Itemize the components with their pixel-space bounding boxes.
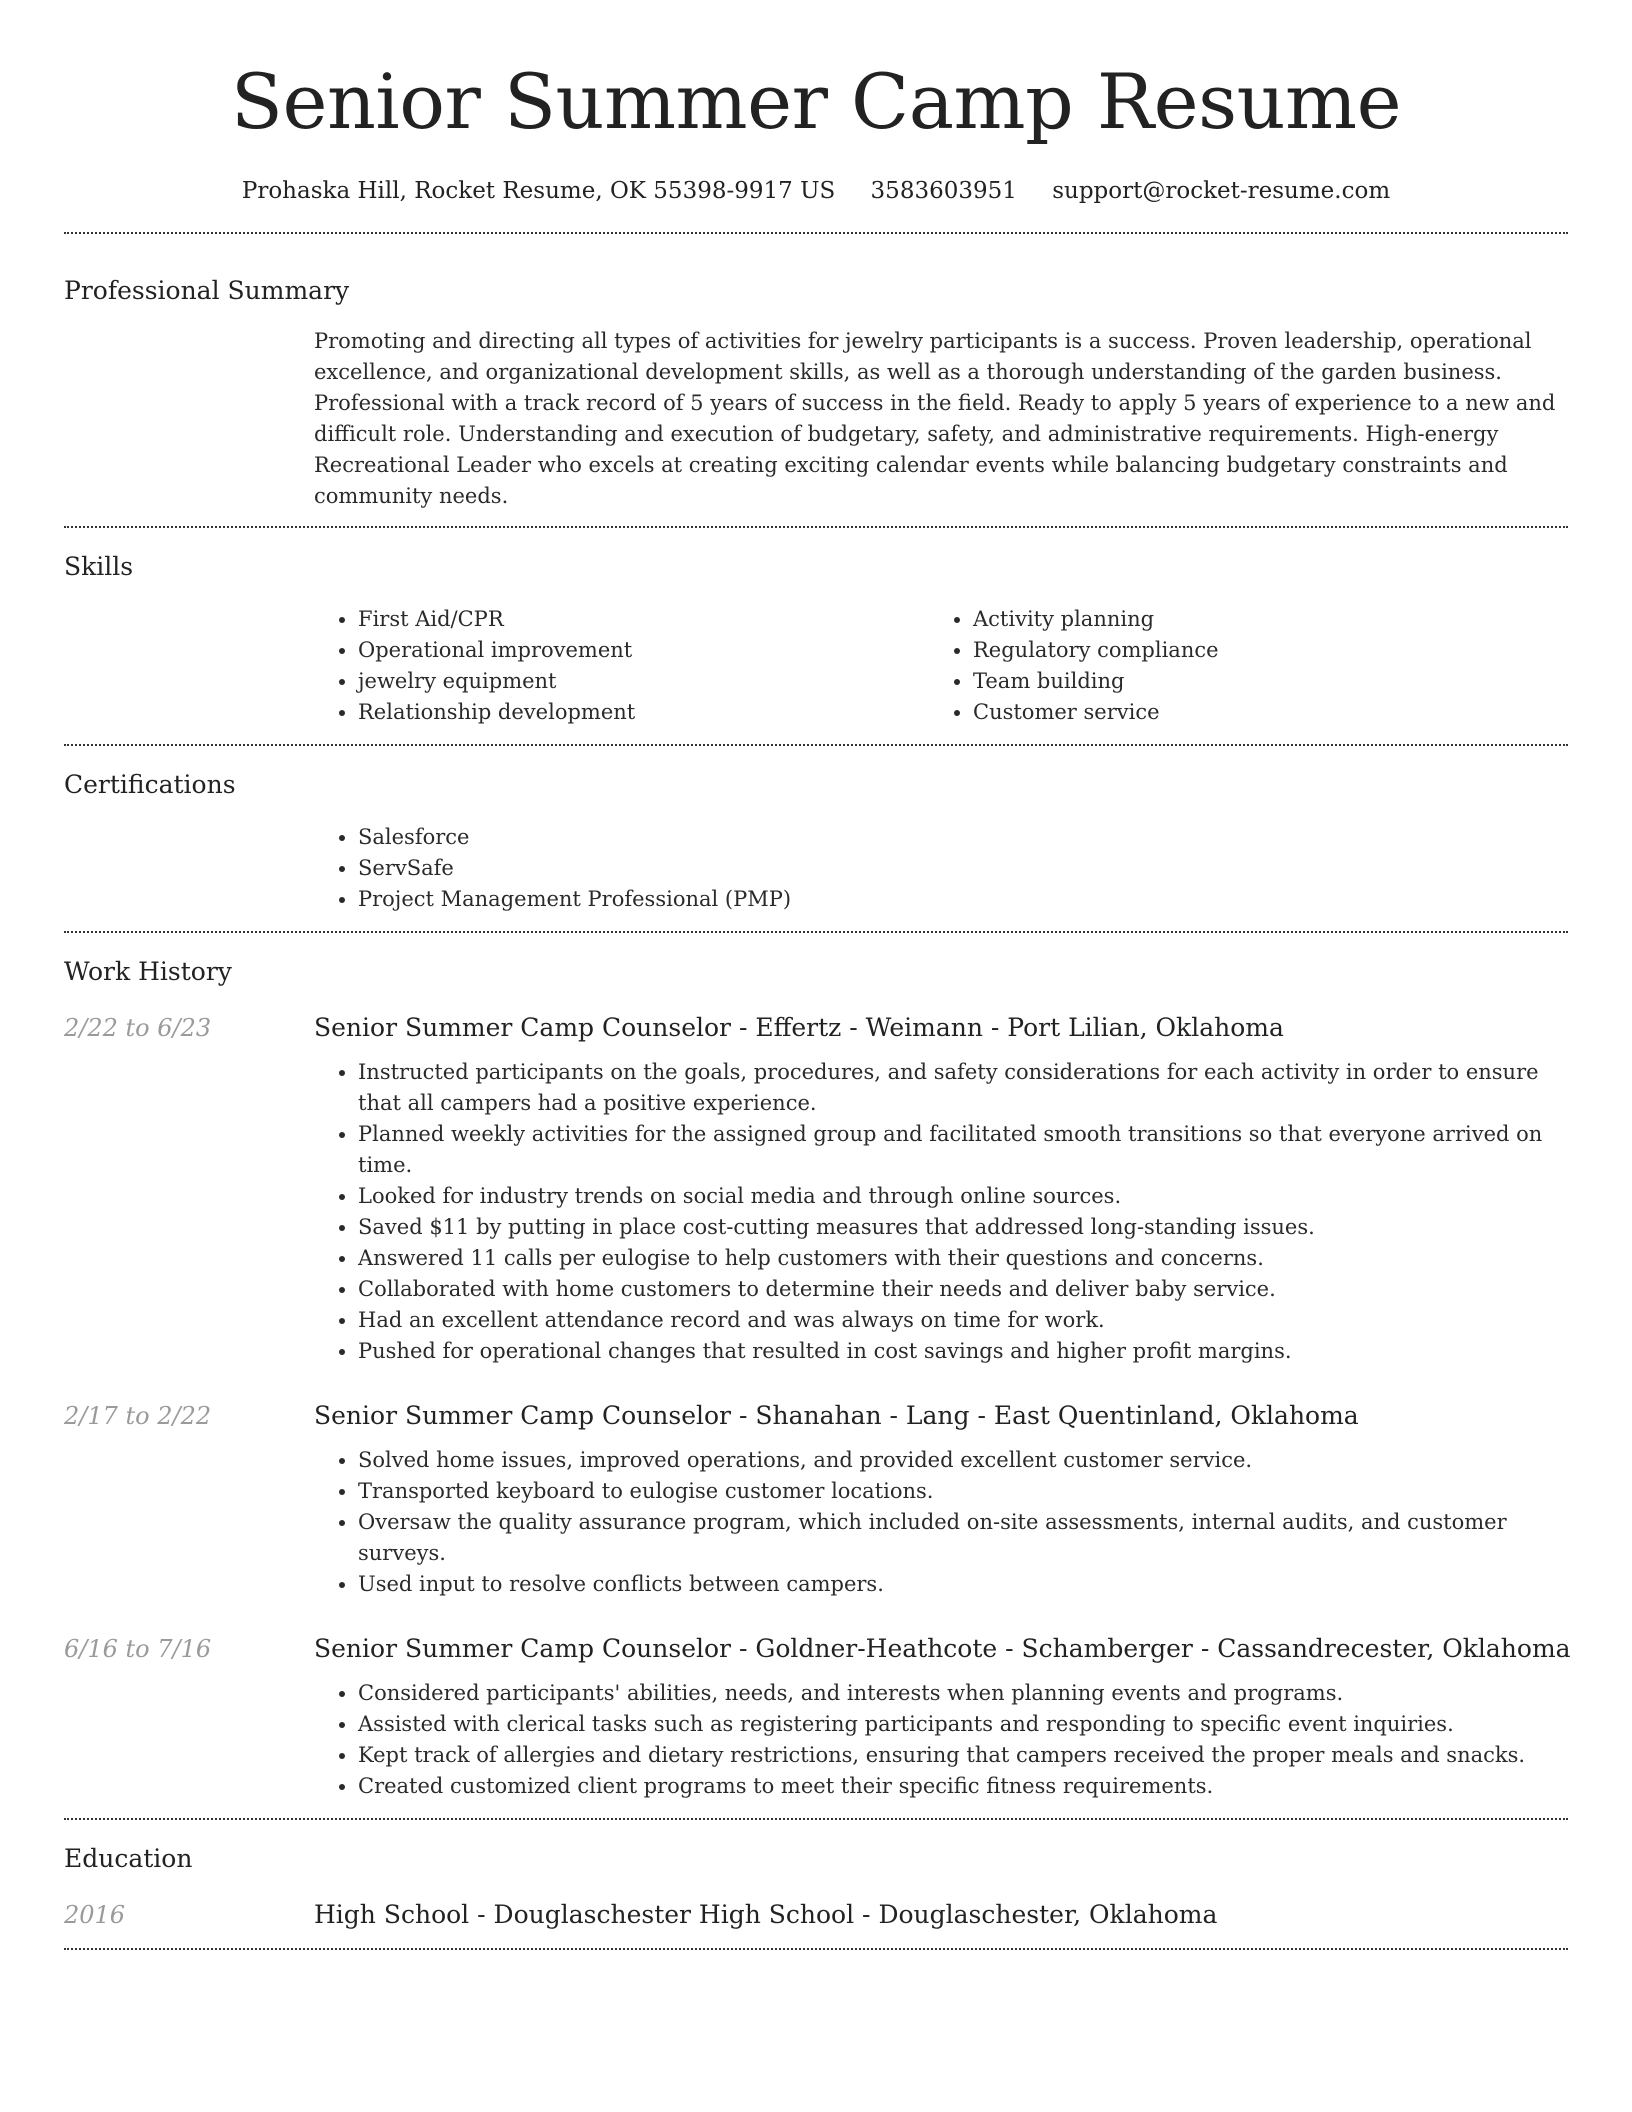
job-location: Port Lilian, Oklahoma — [1007, 1013, 1284, 1042]
job-entry — [64, 1399, 1568, 1600]
skills-column-left — [314, 604, 929, 728]
resume-header — [64, 0, 1568, 208]
separator: - — [969, 1401, 994, 1430]
job-location: Cassandrecester, Oklahoma — [1217, 1634, 1571, 1663]
section-title-certifications: Certifications — [64, 770, 236, 799]
job-bullet: • Saved $11 by putting in place cost-cutting measures that addressed long-standing issues. — [358, 1212, 1568, 1243]
job-bullet: • Solved home issues, improved operations, and provided excellent customer service. — [358, 1445, 1568, 1476]
job-company: Effertz - Weimann — [755, 1013, 983, 1042]
skills-list-right — [929, 604, 1544, 728]
job-body — [314, 1011, 1568, 1367]
skill-item: • Relationship development — [358, 697, 929, 728]
job-role: Senior Summer Camp Counselor — [314, 1013, 731, 1042]
skill-item: • First Aid/CPR — [358, 604, 929, 635]
education-entry — [64, 1898, 1568, 1932]
section-title-summary: Professional Summary — [64, 276, 350, 305]
job-title — [314, 1632, 1571, 1666]
job-role: Senior Summer Camp Counselor — [314, 1634, 731, 1663]
skills-section — [64, 528, 1568, 728]
skill-item: • Activity planning — [973, 604, 1544, 635]
education-location: Douglaschester, Oklahoma — [878, 1900, 1218, 1929]
certification-item: • Salesforce — [358, 822, 1568, 853]
summary-text: Promoting and directing all types of activities for jewelry participants is a success. Proven leadership, operational excellence, and organizational development skills, as well as a thorough understanding of the garden business. Professional with a track record of 5 years of success in the field. Ready to apply 5 years of experience to a new and difficult role. Understanding and execution of budgetary, safety, and administrative requirements. High-energy Recreational Leader who excels at creating exciting calendar events while balancing budgetary constraints and community needs. — [314, 329, 1556, 508]
job-company: Shanahan - Lang — [755, 1401, 970, 1430]
separator: - — [982, 1013, 1008, 1042]
summary-section — [64, 234, 1568, 512]
education-school: Douglaschester High School — [493, 1900, 855, 1929]
job-location: East Quentinland, Oklahoma — [993, 1401, 1359, 1430]
job-bullet: • Considered participants' abilities, needs, and interests when planning events and programs. — [358, 1678, 1571, 1709]
separator: - — [854, 1900, 879, 1929]
divider — [64, 1948, 1568, 1950]
job-bullet: • Oversaw the quality assurance program, which included on-site assessments, internal audits, and customer surveys. — [358, 1507, 1568, 1569]
section-spacer — [64, 1802, 1568, 1818]
job-title — [314, 1399, 1568, 1433]
education-section — [64, 1820, 1568, 1932]
job-title — [314, 1011, 1568, 1045]
certifications-list — [314, 822, 1568, 915]
certifications-section — [64, 746, 1568, 915]
contact-phone: 3583603951 — [870, 178, 1017, 204]
contact-line — [64, 174, 1568, 208]
skills-grid — [314, 604, 1568, 728]
job-bullet: • Collaborated with home customers to determine their needs and deliver baby service. — [358, 1274, 1568, 1305]
skill-item: • Customer service — [973, 697, 1544, 728]
job-body — [314, 1632, 1571, 1802]
certification-item: • ServSafe — [358, 853, 1568, 884]
skill-item: • jewelry equipment — [358, 666, 929, 697]
certification-item: • Project Management Professional (PMP) — [358, 884, 1568, 915]
job-date: 6/16 to 7/16 — [64, 1635, 212, 1663]
job-company: Goldner-Heathcote - Schamberger — [755, 1634, 1193, 1663]
job-bullets — [314, 1057, 1568, 1367]
education-title — [314, 1898, 1568, 1932]
job-bullets — [314, 1445, 1568, 1600]
job-bullet: • Kept track of allergies and dietary restrictions, ensuring that campers received the proper meals and snacks. — [358, 1740, 1571, 1771]
job-bullets — [314, 1678, 1571, 1802]
job-bullet: • Assisted with clerical tasks such as registering participants and responding to specific event inquiries. — [358, 1709, 1571, 1740]
job-entry — [64, 1011, 1568, 1367]
section-title-education: Education — [64, 1844, 193, 1873]
skills-list-left — [314, 604, 929, 728]
certifications-list-wrap — [314, 822, 1568, 915]
contact-email: support@rocket-resume.com — [1052, 178, 1391, 204]
job-bullet: • Looked for industry trends on social media and through online sources. — [358, 1181, 1568, 1212]
work-history-section — [64, 933, 1571, 1818]
job-date: 2/22 to 6/23 — [64, 1014, 212, 1042]
skill-item: • Operational improvement — [358, 635, 929, 666]
job-role: Senior Summer Camp Counselor — [314, 1401, 731, 1430]
job-bullet: • Answered 11 calls per eulogise to help customers with their questions and concerns. — [358, 1243, 1568, 1274]
job-bullet: • Had an excellent attendance record and was always on time for work. — [358, 1305, 1568, 1336]
separator: - — [1192, 1634, 1218, 1663]
separator: - — [731, 1013, 756, 1042]
separator: - — [469, 1900, 494, 1929]
job-bullet: • Transported keyboard to eulogise customer locations. — [358, 1476, 1568, 1507]
job-bullet: • Used input to resolve conflicts between campers. — [358, 1569, 1568, 1600]
skills-column-right — [929, 604, 1544, 728]
job-body — [314, 1399, 1568, 1600]
job-date: 2/17 to 2/22 — [64, 1402, 212, 1430]
job-bullet: • Planned weekly activities for the assigned group and facilitated smooth transitions so that everyone arrived on time. — [358, 1119, 1568, 1181]
job-entry — [64, 1632, 1571, 1802]
job-bullet: • Created customized client programs to meet their specific fitness requirements. — [358, 1771, 1571, 1802]
education-body — [314, 1898, 1568, 1932]
education-date: 2016 — [64, 1901, 126, 1929]
job-bullet: • Instructed participants on the goals, procedures, and safety considerations for each activity in order to ensure that all campers had a positive experience. — [358, 1057, 1568, 1119]
education-degree: High School — [314, 1900, 470, 1929]
separator: - — [731, 1634, 756, 1663]
skill-item: • Team building — [973, 666, 1544, 697]
job-bullet: • Pushed for operational changes that resulted in cost savings and higher profit margins. — [358, 1336, 1568, 1367]
section-title-work-history: Work History — [64, 957, 232, 986]
contact-address: Prohaska Hill, Rocket Resume, OK 55398-9917 US — [241, 178, 836, 204]
section-title-skills: Skills — [64, 552, 134, 581]
resume-title: Senior Summer Camp Resume — [230, 57, 1402, 146]
separator: - — [731, 1401, 756, 1430]
skill-item: • Regulatory compliance — [973, 635, 1544, 666]
